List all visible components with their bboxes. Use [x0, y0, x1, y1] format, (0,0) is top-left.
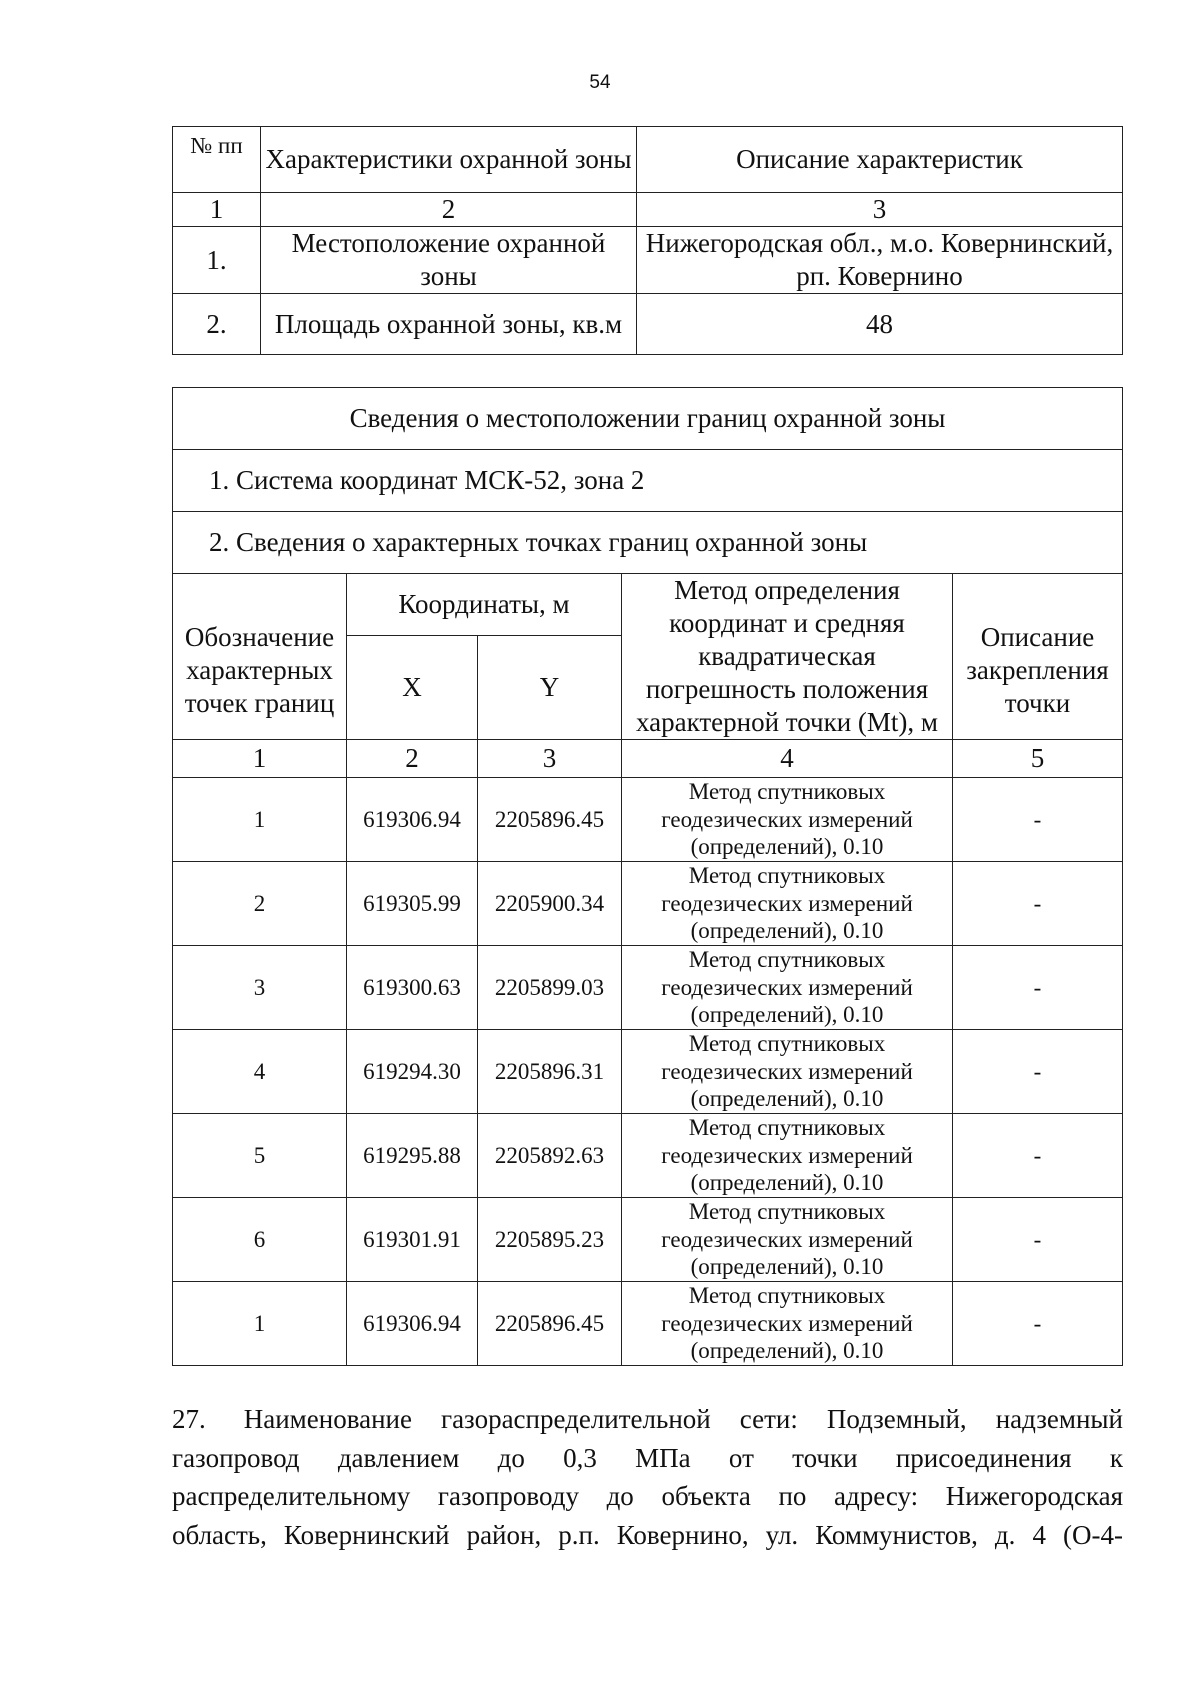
point-number: 3 — [173, 946, 347, 1030]
row-num: 1. — [173, 227, 261, 294]
point-number: 5 — [173, 1114, 347, 1198]
fixing-cell: - — [953, 778, 1123, 862]
coord-x: 619295.88 — [347, 1114, 478, 1198]
table-row — [173, 294, 1123, 355]
method-cell: Метод спутниковых геодезических измерений (определений), 0.10 — [622, 1282, 953, 1366]
table-row — [173, 1198, 1123, 1282]
header-cell-fixing: Описание закрепления точки — [953, 574, 1123, 740]
coord-x: 619301.91 — [347, 1198, 478, 1282]
table-row — [173, 1030, 1123, 1114]
table-header-row — [173, 574, 1123, 636]
header-cell-x: X — [347, 635, 478, 739]
point-number: 1 — [173, 778, 347, 862]
row-description: 48 — [637, 294, 1123, 355]
header-cell-characteristic: Характеристики охранной зоны — [261, 127, 637, 193]
method-cell: Метод спутниковых геодезических измерений (определений), 0.10 — [622, 1114, 953, 1198]
points-section-title: 2. Сведения о характерных точках границ охранной зоны — [173, 512, 1123, 574]
fixing-cell: - — [953, 862, 1123, 946]
table-index-row — [173, 193, 1123, 227]
table-index-row — [173, 740, 1123, 778]
coord-y: 2205899.03 — [478, 946, 622, 1030]
method-cell: Метод спутниковых геодезических измерений (определений), 0.10 — [622, 862, 953, 946]
coordinate-system: 1. Система координат МСК-52, зона 2 — [173, 450, 1123, 512]
fixing-cell: - — [953, 1198, 1123, 1282]
table-row — [173, 778, 1123, 862]
header-cell-method: Метод определения координат и средняя квадратическая погрешность положения характерной точки (Mt), м — [622, 574, 953, 740]
index-cell: 2 — [261, 193, 637, 227]
header-cell-num: № пп — [173, 127, 261, 193]
coord-y: 2205892.63 — [478, 1114, 622, 1198]
header-cell-y: Y — [478, 635, 622, 739]
coord-x: 619294.30 — [347, 1030, 478, 1114]
index-cell: 4 — [622, 740, 953, 778]
index-cell: 1 — [173, 193, 261, 227]
method-cell: Метод спутниковых геодезических измерений (определений), 0.10 — [622, 778, 953, 862]
paragraph-27 — [172, 1400, 1123, 1554]
zone-characteristics-table — [172, 126, 1123, 355]
boundary-table-title: Сведения о местоположении границ охранной зоны — [173, 388, 1123, 450]
row-characteristic: Местоположение охранной зоны — [261, 227, 637, 294]
section-row — [173, 512, 1123, 574]
table-header-row — [173, 127, 1123, 193]
page-number: 54 — [589, 72, 611, 93]
section-row — [173, 450, 1123, 512]
fixing-cell: - — [953, 1114, 1123, 1198]
index-cell: 2 — [347, 740, 478, 778]
coord-y: 2205900.34 — [478, 862, 622, 946]
boundary-points-table — [172, 387, 1123, 1366]
fixing-cell: - — [953, 1282, 1123, 1366]
coord-y: 2205896.31 — [478, 1030, 622, 1114]
coord-y: 2205896.45 — [478, 778, 622, 862]
point-number: 4 — [173, 1030, 347, 1114]
point-number: 2 — [173, 862, 347, 946]
paragraph-line: область, Ковернинский район, р.п. Ковернино, ул. Коммунистов, д. 4 (О-4- — [172, 1519, 1123, 1550]
table-row — [173, 1114, 1123, 1198]
coord-x: 619306.94 — [347, 1282, 478, 1366]
table-row — [173, 227, 1123, 294]
fixing-cell: - — [953, 1030, 1123, 1114]
index-cell: 1 — [173, 740, 347, 778]
fixing-cell: - — [953, 946, 1123, 1030]
coord-x: 619300.63 — [347, 946, 478, 1030]
row-characteristic: Площадь охранной зоны, кв.м — [261, 294, 637, 355]
method-cell: Метод спутниковых геодезических измерений (определений), 0.10 — [622, 1198, 953, 1282]
coord-y: 2205895.23 — [478, 1198, 622, 1282]
coord-y: 2205896.45 — [478, 1282, 622, 1366]
header-cell-coordinates: Координаты, м — [347, 574, 622, 636]
coord-x: 619306.94 — [347, 778, 478, 862]
header-cell-designation: Обозначение характерных точек границ — [173, 574, 347, 740]
coord-x: 619305.99 — [347, 862, 478, 946]
paragraph-line: газопровод давлением до 0,3 МПа от точки присоединения к — [172, 1442, 1123, 1473]
index-cell: 3 — [637, 193, 1123, 227]
method-cell: Метод спутниковых геодезических измерений (определений), 0.10 — [622, 1030, 953, 1114]
table-row — [173, 946, 1123, 1030]
row-description: Нижегородская обл., м.о. Ковернинский, рп. Ковернино — [637, 227, 1123, 294]
point-number: 1 — [173, 1282, 347, 1366]
table-title-row — [173, 388, 1123, 450]
table-row — [173, 1282, 1123, 1366]
index-cell: 3 — [478, 740, 622, 778]
paragraph-number: 27. — [172, 1404, 206, 1434]
paragraph-line: Наименование газораспределительной сети: Подземный, надземный — [243, 1404, 1123, 1434]
index-cell: 5 — [953, 740, 1123, 778]
point-number: 6 — [173, 1198, 347, 1282]
method-cell: Метод спутниковых геодезических измерений (определений), 0.10 — [622, 946, 953, 1030]
header-cell-description: Описание характеристик — [637, 127, 1123, 193]
row-num: 2. — [173, 294, 261, 355]
table-row — [173, 862, 1123, 946]
paragraph-line: распределительному газопроводу до объекта по адресу: Нижегородская — [172, 1481, 1123, 1511]
